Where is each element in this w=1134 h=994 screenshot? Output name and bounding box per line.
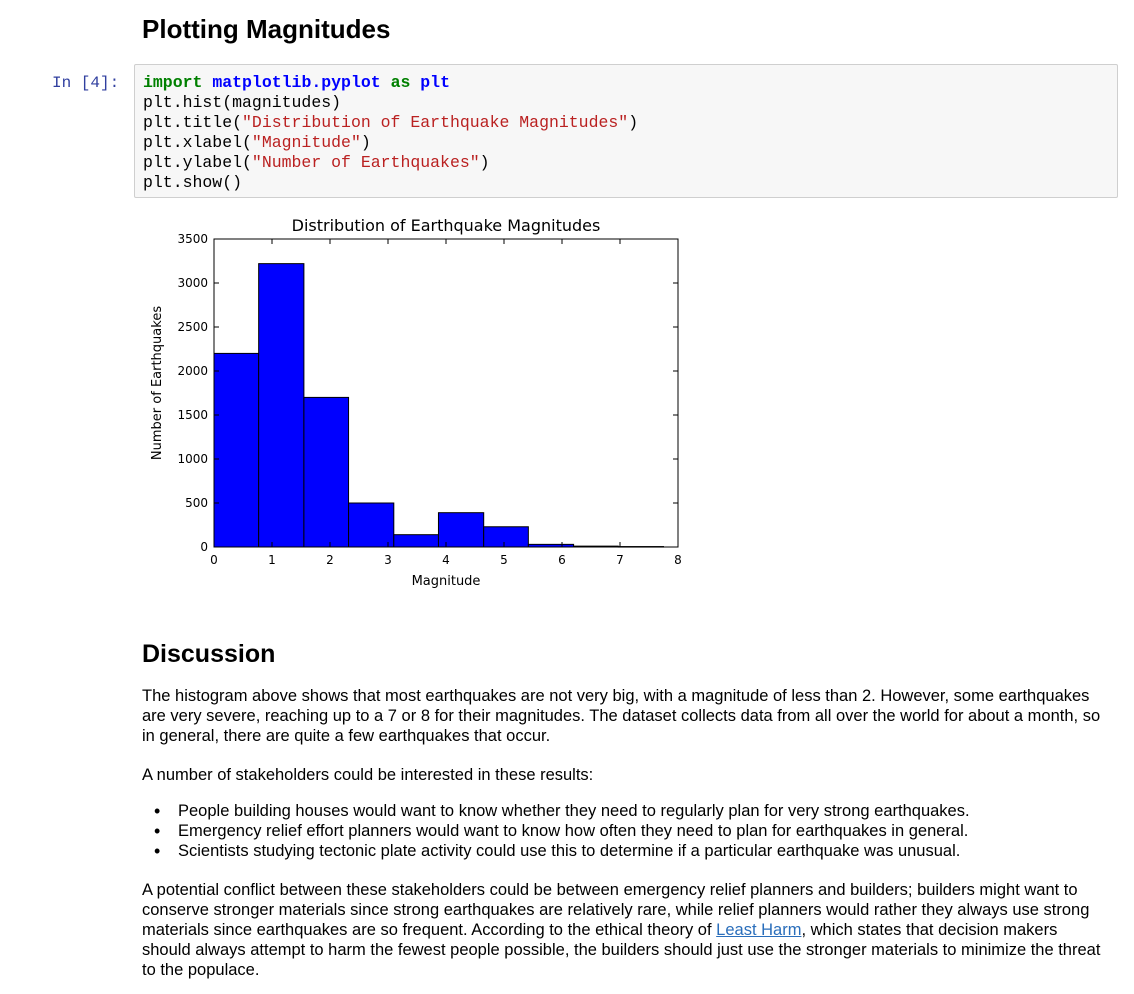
discussion-paragraph-1: The histogram above shows that most earthquakes are not very big, with a magnitude of less than 2. However, some earthquakes are very severe, reaching up to a 7 or 8 for their magnitudes. The dataset collects data from all over the world for about a month, so in general, there are quite a few earthquakes that occur. (142, 687, 1101, 745)
code-line-xlabel-post: ) (360, 133, 371, 152)
least-harm-link[interactable]: Least Harm (716, 921, 802, 939)
module-alias: plt (420, 73, 450, 92)
y-tick-label: 3000 (177, 276, 208, 290)
y-tick-label: 500 (185, 496, 208, 510)
discussion-paragraph-2: A number of stakeholders could be interested in these results: (142, 766, 594, 784)
code-line-title-str: "Distribution of Earthquake Magnitudes" (242, 113, 629, 132)
x-tick-label: 7 (616, 553, 624, 567)
histogram-bar-0 (214, 353, 259, 547)
histogram-bar-2 (304, 397, 349, 547)
code-line-ylabel-post: ) (479, 153, 490, 172)
code-line-xlabel-str: "Magnitude" (251, 133, 361, 152)
x-tick-label: 8 (674, 553, 682, 567)
histogram-bar-3 (349, 503, 394, 547)
paragraph-3-text-end: , which states that decision makers should always attempt to harm the fewest people possible, the builders should just use the stronger materials to minimize the threat to the populace. (142, 921, 1101, 979)
code-line-title-pre: plt.title( (143, 113, 243, 132)
code-line-show: plt.show() (143, 173, 243, 192)
code-line-hist: plt.hist(magnitudes) (143, 93, 342, 112)
chart-ylabel: Number of Earthquakes (150, 305, 165, 461)
code-line-ylabel-str: "Number of Earthquakes" (251, 153, 480, 172)
histogram-bar-4 (394, 535, 439, 547)
paragraph-3-text-start: A potential conflict between these stakeholders could be between emergency relief planners and builders; builders might want to conserve stronger materials since strong earthquakes are relatively rare, while relief planners would rather they always use strong materials since earthquakes are so frequent. According to the ethical theory of (142, 881, 1090, 939)
x-tick-label: 2 (326, 553, 334, 567)
x-tick-label: 6 (558, 553, 566, 567)
histogram-chart (140, 208, 700, 603)
x-tick-label: 0 (210, 553, 218, 567)
x-tick-label: 3 (384, 553, 392, 567)
y-tick-label: 1500 (177, 408, 208, 422)
y-tick-label: 2500 (177, 320, 208, 334)
histogram-svg (140, 208, 700, 598)
chart-title: Distribution of Earthquake Magnitudes (291, 216, 601, 235)
list-item: • Emergency relief effort planners would want to know how often they need to plan for earthquakes in general. (178, 821, 1134, 841)
list-item: • People building houses would want to know whether they need to regularly plan for very strong earthquakes. (178, 801, 1134, 821)
discussion-paragraph-3 (142, 880, 1110, 980)
x-tick-label: 4 (442, 553, 450, 567)
code-line-ylabel-pre: plt.ylabel( (143, 153, 252, 172)
y-tick-label: 2000 (177, 364, 208, 378)
y-tick-label: 0 (200, 540, 208, 554)
cell-prompt: In [4]: (52, 74, 120, 92)
code-cell[interactable] (134, 64, 1118, 198)
section-title: Plotting Magnitudes (142, 14, 391, 44)
code-line-xlabel-pre: plt.xlabel( (143, 133, 252, 152)
chart-xlabel: Magnitude (411, 574, 481, 589)
histogram-bar-6 (484, 527, 529, 547)
discussion-title: Discussion (142, 640, 276, 668)
code-line-title-post: ) (628, 113, 639, 132)
histogram-bar-1 (259, 264, 304, 547)
histogram-bars (214, 264, 664, 547)
module-name: matplotlib.pyplot (212, 73, 381, 92)
keyword-import: import (143, 73, 203, 92)
list-item: • Scientists studying tectonic plate activity could use this to determine if a particular earthquake was unusual. (178, 841, 1134, 861)
x-tick-label: 5 (500, 553, 508, 567)
histogram-bar-5 (438, 513, 483, 547)
x-tick-label: 1 (268, 553, 276, 567)
y-tick-label: 1000 (177, 452, 208, 466)
y-tick-label: 3500 (177, 232, 208, 246)
keyword-as: as (390, 73, 411, 92)
code-text[interactable] (143, 73, 1109, 193)
stakeholder-list (142, 801, 1134, 861)
